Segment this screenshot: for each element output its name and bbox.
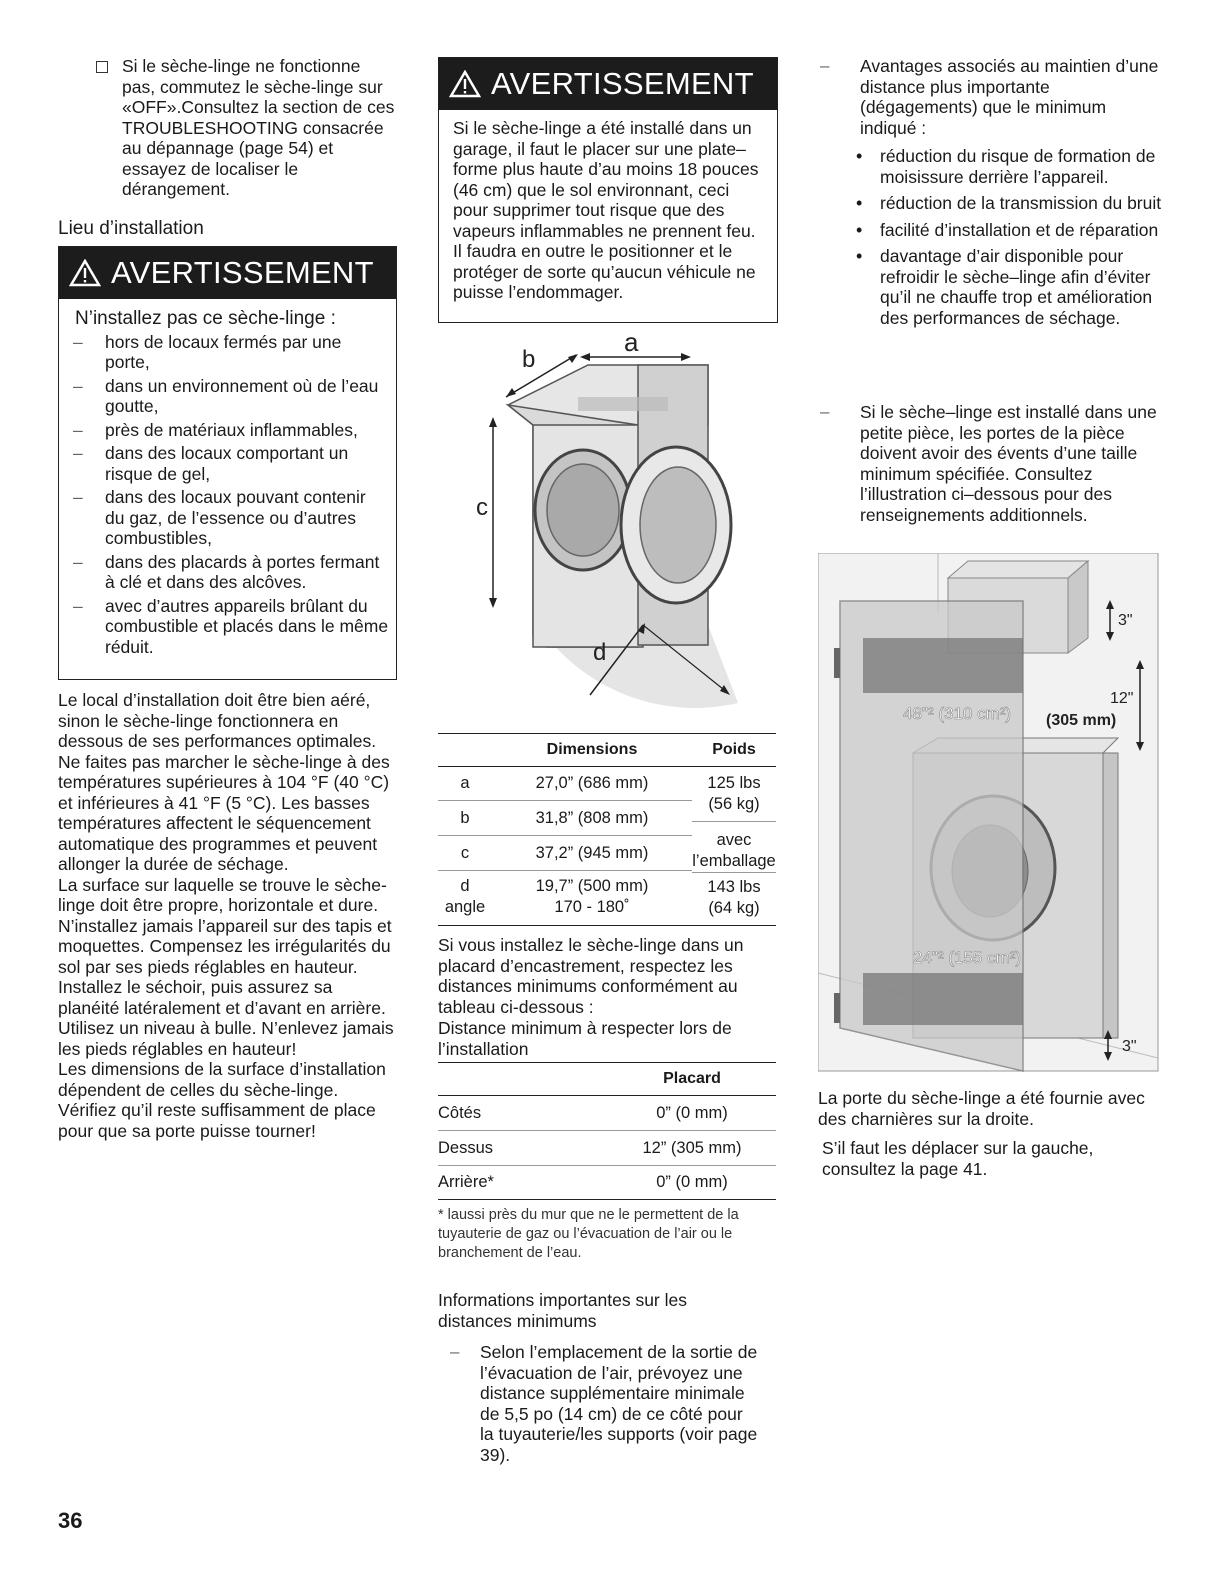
table-row: a 27,0” (686 mm) [438,767,692,801]
checkbox-text: Si le sèche-linge ne fonctionne pas, commutez le sèche-linge sur «OFF».Consultez la section de ces TROUBLESHOOTING consacrée au dépannage (page 54) et essayez de localiser le dérangement. [122,56,395,199]
page-number: 36 [58,1508,83,1533]
info-title: Informations importantes sur les distances minimums [438,1290,687,1331]
label-shelf-305: (305 mm) [1046,712,1117,729]
warning-box-garage [438,57,778,323]
placard-subtitle: Distance minimum à respecter lors de l’installation [438,1018,732,1059]
hinge-note: La porte du sèche-linge a été fournie avec des charnières sur la droite. [818,1088,1145,1129]
warning-title: AVERTISSEMENT [111,255,374,290]
list-item: • davantage d’air disponible pour refroidir le sèche–linge afin d’éviter qu’il ne chauffe trop et amélioration des performances de séchage. [842,246,1164,328]
list-item: – près de matériaux inflammables, [69,420,390,441]
list-item: • réduction de la transmission du bruit [842,193,1164,214]
header-dimensions: Dimensions [546,741,638,758]
dash-item: – Avantages associés au maintien d’une distance plus importante (dégagements) que le minimum indiqué : [820,56,1159,138]
weight-column: 125 lbs (56 kg) avec l’emballage 143 lbs (64 kg) [692,774,776,917]
hinge-move-note: S’il faut les déplacer sur la gauche, consultez la page 41. [822,1138,1094,1179]
dash-item: – Si le sèche–linge est installé dans une petite pièce, les portes de la pièce doivent avoir des évents d’une taille minimum spécifiée. Consultez l’illustration ci–dessous pour des renseignements additionnels. [820,402,1157,525]
list-item: – dans des locaux pouvant contenir du gaz, de l’essence ou d’autres combustibles, [69,487,390,549]
list-item: – dans un environnement où de l’eau goutte, [69,376,390,417]
footnote: * laussi près du mur que ne le permettent de la tuyauterie de gaz ou l’évacuation de l’air ou le branchement de l’eau. [438,1207,739,1261]
advantages-list [842,146,1164,334]
info-item: – Selon l’emplacement de la sortie de l’évacuation de l’air, prévoyez une distance supplémentaire minimale de 5,5 po (14 cm) de ce côté pour la tuyauterie/les supports (voir page 39). [450,1342,758,1465]
label-vent-top: 48"² (310 cm²) [903,704,1012,723]
header-placard: Placard [663,1070,721,1087]
label-bottom-gap: 3" [1122,1038,1137,1055]
list-item: • réduction du risque de formation de moisissure derrière l’appareil. [842,146,1164,187]
label-vent-bottom: 24"² (155 cm²) [913,948,1022,967]
label-a: a [624,327,639,357]
table-row: d 19,7” (500 mm) [460,876,649,895]
table-row: Dessus 12” (305 mm) [438,1131,776,1166]
placard-table [438,1062,776,1200]
dimensions-table [438,733,776,926]
warning-intro: N’installez pas ce sèche-linge : [75,308,336,329]
paragraph: La surface sur laquelle se trouve le sèche-linge doit être propre, horizontale et dure. N’installez jamais l’appareil sur des tapis et moquettes. Compensez les irrégularités du sol par ses pieds réglables en hauteur. [58,874,392,977]
label-shelf-12: 12" [1110,690,1134,707]
closet-clearance-figure [818,553,1160,1075]
warning-header [439,58,777,110]
warning-triangle-icon [69,259,101,287]
checkbox-note [98,56,398,200]
table-row: angle 170 - 180˚ [444,897,630,916]
warning-text: Si le sèche-linge a été installé dans un garage, il faut le placer sur une plate–forme plus haute d’au moins 18 pouces (46 cm) que le sol environnant, ceci pour supprimer tout risque que des vapeurs inflammables ne prennent feu. Il faudra en outre le positionner et le protéger de sorte qu’aucun véhicule ne puisse l’endommager. [453,118,759,302]
label-d: d [593,639,607,666]
list-item: – avec d’autres appareils brûlant du combustible et placés dans le même réduit. [69,596,390,658]
warning-list [69,332,390,658]
paragraph: Ne faites pas marcher le sèche-linge à des températures supérieures à 104 °F (40 °C) et inférieures à 41 °F (5 °C). Les basses températures affectent le séquencement automatique des programmes et peuvent allonger la durée de séchage. [58,751,390,874]
table-row: b 31,8” (808 mm) [438,801,692,836]
paragraph: Installez le séchoir, puis assurez sa planéité latéralement et d’avant en arrière. Utilisez un niveau à bulle. N’enlevez jamais les pieds réglables en hauteur! [58,977,394,1059]
label-c: c [476,494,488,521]
header-poids: Poids [712,741,756,758]
list-item: – hors de locaux fermés par une porte, [69,332,390,373]
list-item: – dans des locaux comportant un risque de gel, [69,443,390,484]
warning-header [59,247,396,299]
table-row: Arrière* 0” (0 mm) [438,1166,776,1200]
warning-triangle-icon [449,70,481,98]
list-item: • facilité d’installation et de réparation [842,220,1164,241]
paragraph: Le local d’installation doit être bien aéré, sinon le sèche-linge fonctionnera en dessous de ses performances optimales. [58,690,377,751]
table-row: Côtés 0” (0 mm) [438,1096,776,1131]
section-title: Lieu d’installation [58,218,204,239]
warning-box-install [58,246,397,680]
label-b: b [522,346,536,373]
list-item: – dans des placards à portes fermant à clé et dans des alcôves. [69,552,390,593]
body-text [58,690,394,1141]
dryer-dimensions-figure [438,325,778,715]
paragraph: Les dimensions de la surface d’installation dépendent de celles du sèche-linge. Vérifiez qu’il reste suffisamment de place pour que sa porte puisse tourner! [58,1059,386,1141]
checkbox-icon [96,61,108,73]
label-top-gap: 3" [1118,612,1133,629]
warning-title: AVERTISSEMENT [491,66,754,101]
table-row: c 37,2” (945 mm) [438,836,692,871]
placard-intro: Si vous installez le sèche-linge dans un placard d’encastrement, respectez les distances minimums conformément au tableau ci-dessous : [438,935,744,1017]
